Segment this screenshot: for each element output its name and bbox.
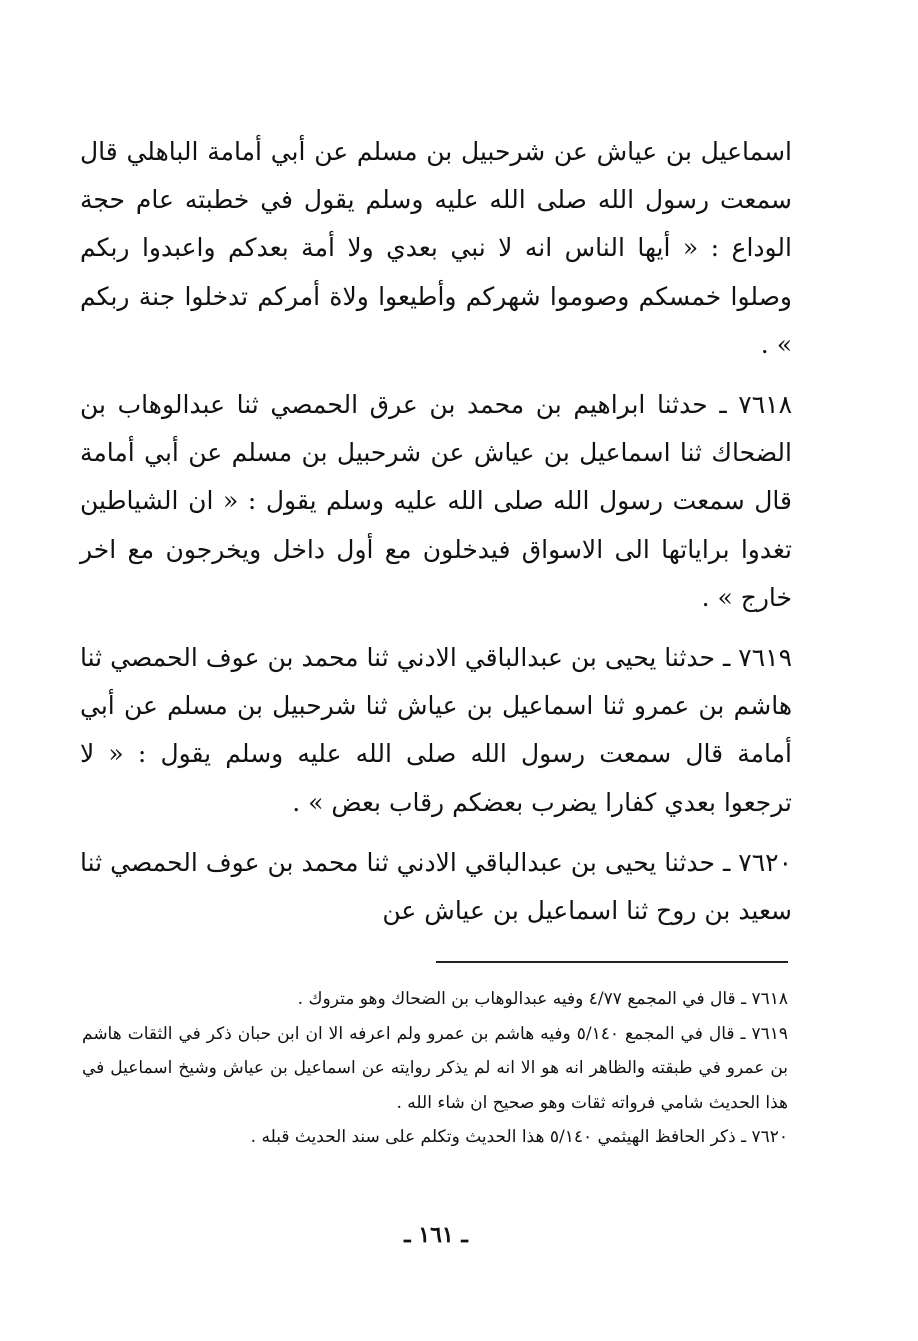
hadith-7619: ٧٦١٩ ـ حدثنا يحيى بن عبدالباقي الادني ثنا محمد بن عوف الحمصي ثنا هاشم بن عمرو ثنا اسماعيل بن عياش ثنا شرحبيل بن مسلم عن أبي أمامة قال سمعت رسول الله صلى الله عليه وسلم يقول : « لا ترجعوا بعدي كفارا يضرب بعضكم رقاب بعض » .: [80, 643, 792, 817]
page-number: ـ ١٦١ ـ: [404, 1222, 468, 1248]
footnote-7620: ٧٦٢٠ ـ ذكر الحافظ الهيثمي ٥/١٤٠ هذا الحديث وتكلم على سند الحديث قبله .: [250, 1127, 788, 1148]
footnote-7618: ٧٦١٨ ـ قال في المجمع ٤/٧٧ وفيه عبدالوهاب بن الضحاك وهو متروك .: [297, 989, 788, 1009]
main-text: [80, 128, 792, 935]
footnotes: [82, 982, 788, 1155]
footnote-divider: [436, 961, 788, 963]
hadith-7618: ٧٦١٨ ـ حدثنا ابراهيم بن محمد بن عرق الحمصي ثنا عبدالوهاب بن الضحاك ثنا اسماعيل بن عياش عن شرحبيل بن مسلم عن أبي أمامة قال سمعت رسول الله صلى الله عليه وسلم يقول : « ان الشياطين تغدوا براياتها الى الاسواق فيدخلون مع أول داخل ويخرجون مع اخر خارج » .: [80, 390, 792, 612]
footnote-7619: ٧٦١٩ ـ قال في المجمع ٥/١٤٠ وفيه هاشم بن عمرو ولم اعرفه الا ان ابن حبان ذكر في الثقات هاشم بن عمرو في طبقته والظاهر انه هو الا انه لم يذكر روايته عن اسماعيل بن عياش وشيخ اسماعيل في هذا الحديث شامي فرواته ثقات وهو صحيح ان شاء الله .: [82, 1023, 788, 1113]
hadith-7620: ٧٦٢٠ ـ حدثنا يحيى بن عبدالباقي الادني ثنا محمد بن عوف الحمصي ثنا سعيد بن روح ثنا اسماعيل بن عياش عن: [80, 847, 792, 926]
book-page: [80, 128, 792, 1268]
paragraph-continuation: اسماعيل بن عياش عن شرحبيل بن مسلم عن أبي أمامة الباهلي قال سمعت رسول الله صلى الله عليه وسلم يقول في خطبته عام حجة الوداع : « أيها الناس انه لا نبي بعدي ولا أمة بعدكم واعبدوا ربكم وصلوا خمسكم وصوموا شهركم وأطيعوا ولاة أمركم تدخلوا جنة ربكم » .: [80, 137, 792, 359]
